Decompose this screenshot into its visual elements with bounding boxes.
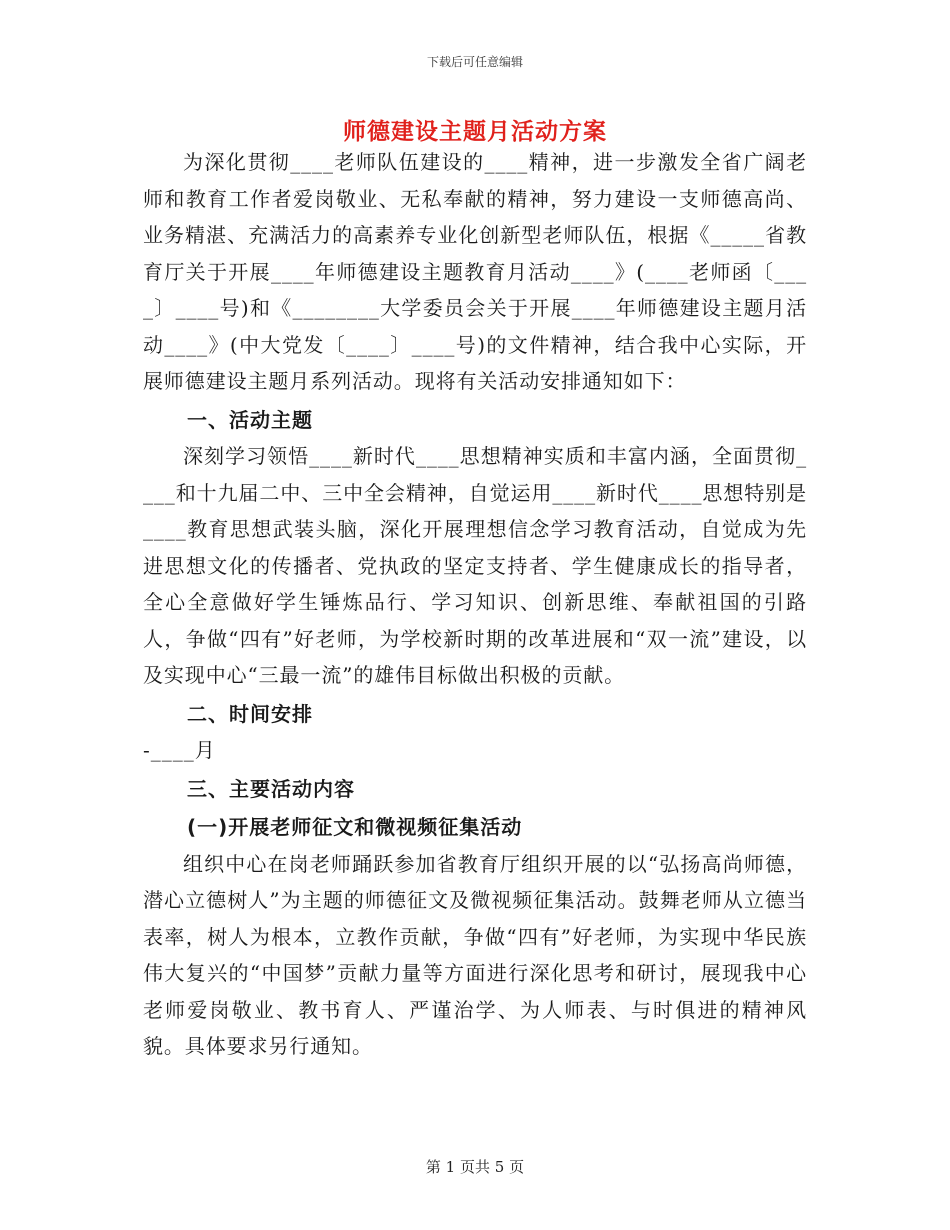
page-footer: 第 1 页共 5 页 [425,1158,525,1176]
header-note: 下载后可任意编辑 [426,55,523,69]
intro-paragraph: 为深化贯彻____老师队伍建设的____精神，进一步激发全省广阔老师和教育工作者爱岗敬业、无私奉献的精神，努力建设一支师德高尚、业务精湛、充满活力的高素养专业化创新型老师队伍，根据《_____省教育厅关于开展____年师德建设主题教育月活动____》(____老师函〔____〕____号)和《________大学委员会关于开展____年师德建设主题月活动____》(中大党发〔____〕____号)的文件精神，结合我中心实际，开展师德建设主题月系列活动。现将有关活动安排通知如下： [143,150,807,393]
section-body-theme: 深刻学习领悟____新时代____思想精神实质和丰富内涵，全面贯彻____和十九届二中、三中全会精神，自觉运用____新时代____思想特别是____教育思想武装头脑，深化开展理想信念学习教育活动，自觉成为先进思想文化的传播者、党执政的坚定支持者、学生健康成长的指导者，全心全意做好学生锤炼品行、学习知识、创新思维、奉献祖国的引路人，争做“四有”好老师，为学校新时期的改革进展和“双一流”建设，以及实现中心“三最一流”的雄伟目标做出积极的贡献。 [143,444,807,687]
document-body [143,144,807,1065]
document-title: 师德建设主题月活动方案 [343,119,607,145]
section-heading-schedule: 二、时间安排 [187,701,313,726]
section-heading-activities: 三、主要活动内容 [187,776,355,801]
subsection-heading-essay-video: (一)开展老师征文和微视频征集活动 [187,815,523,839]
section-body-activities: 组织中心在岗老师踊跃参加省教育厅组织开展的以“弘扬高尚师德，潜心立德树人”为主题的师德征文及微视频征集活动。鼓舞老师从立德当表率，树人为根本，立教作贡献，争做“四有”好老师，为实现中华民族伟大复兴的“中国梦”贡献力量等方面进行深化思考和研讨，展现我中心老师爱岗敬业、教书育人、严谨治学、为人师表、与时俱进的精神风貌。具体要求另行通知。 [143,851,807,1058]
section-body-schedule: -____月 [143,738,216,762]
section-heading-theme: 一、活动主题 [187,407,313,432]
